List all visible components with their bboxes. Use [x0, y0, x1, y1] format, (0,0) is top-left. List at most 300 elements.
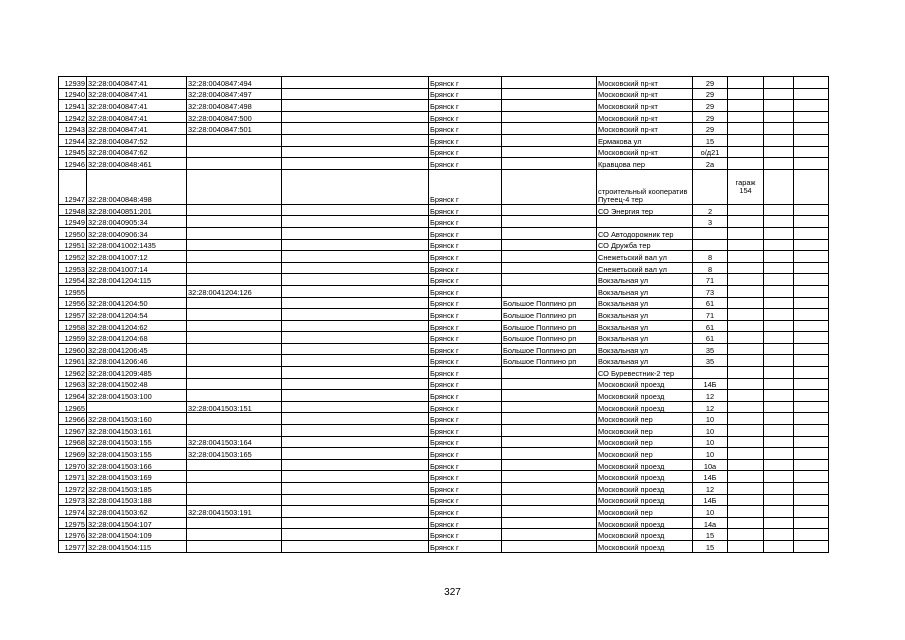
cell-city: Брянск г — [429, 146, 502, 158]
table-row — [59, 146, 829, 158]
cell-street: Московский пр-кт — [597, 146, 693, 158]
table-row — [59, 134, 829, 146]
cell-cadastral-number: 32:28:0041503:185 — [87, 483, 187, 495]
cell-empty — [282, 239, 429, 251]
cell-empty — [282, 216, 429, 228]
cell-building-note — [728, 134, 764, 146]
cell-row-number: 12954 — [59, 274, 87, 286]
cell-house: 15 — [693, 529, 728, 541]
cell-object-cadastral-number — [187, 227, 282, 239]
cell-empty — [764, 262, 794, 274]
cell-cadastral-number: 32:28:0041007:14 — [87, 262, 187, 274]
cell-empty — [794, 506, 829, 518]
cell-locality — [502, 540, 597, 552]
cell-street: Ермакова ул — [597, 134, 693, 146]
cell-city: Брянск г — [429, 88, 502, 100]
cell-object-cadastral-number — [187, 332, 282, 344]
cell-object-cadastral-number — [187, 425, 282, 437]
cell-building-note — [728, 425, 764, 437]
table-row — [59, 436, 829, 448]
cell-locality — [502, 77, 597, 89]
cell-object-cadastral-number — [187, 297, 282, 309]
cell-house: 15 — [693, 540, 728, 552]
cell-city: Брянск г — [429, 285, 502, 297]
cell-empty — [282, 297, 429, 309]
cell-empty — [794, 262, 829, 274]
cell-locality: Большое Полпино рп — [502, 309, 597, 321]
cell-street: Вокзальная ул — [597, 274, 693, 286]
cell-street: Московский пр-кт — [597, 100, 693, 112]
cell-empty — [282, 483, 429, 495]
cell-house: о/д21 — [693, 146, 728, 158]
cell-object-cadastral-number — [187, 146, 282, 158]
table-row — [59, 309, 829, 321]
cell-empty — [794, 401, 829, 413]
cell-cadastral-number: 32:28:0041206:45 — [87, 343, 187, 355]
cell-building-note — [728, 343, 764, 355]
cell-city: Брянск г — [429, 320, 502, 332]
cell-house: 14Б — [693, 471, 728, 483]
cell-empty — [282, 262, 429, 274]
cell-empty — [282, 285, 429, 297]
cell-object-cadastral-number — [187, 169, 282, 204]
cell-empty — [282, 77, 429, 89]
cell-cadastral-number: 32:28:0040905:34 — [87, 216, 187, 228]
table-row — [59, 123, 829, 135]
cell-locality: Большое Полпино рп — [502, 320, 597, 332]
cell-row-number: 12976 — [59, 529, 87, 541]
cell-locality — [502, 227, 597, 239]
cell-cadastral-number: 32:28:0041204:68 — [87, 332, 187, 344]
cell-object-cadastral-number: 32:28:0040847:494 — [187, 77, 282, 89]
cell-row-number: 12962 — [59, 367, 87, 379]
cell-house: 29 — [693, 100, 728, 112]
cell-empty — [764, 332, 794, 344]
cell-cadastral-number: 32:28:0041503:161 — [87, 425, 187, 437]
cell-building-note — [728, 111, 764, 123]
cell-locality — [502, 251, 597, 263]
cell-house: 2 — [693, 204, 728, 216]
cell-city: Брянск г — [429, 274, 502, 286]
cell-street: Московский пер — [597, 506, 693, 518]
cell-locality — [502, 425, 597, 437]
cell-street: Вокзальная ул — [597, 343, 693, 355]
cell-street: Вокзальная ул — [597, 297, 693, 309]
cell-empty — [282, 367, 429, 379]
table-row — [59, 367, 829, 379]
cell-cadastral-number: 32:28:0040847:41 — [87, 123, 187, 135]
cell-cadastral-number: 32:28:0041206:46 — [87, 355, 187, 367]
cell-row-number: 12944 — [59, 134, 87, 146]
cell-empty — [282, 100, 429, 112]
cell-empty — [794, 216, 829, 228]
cell-street: СО Автодорожник тер — [597, 227, 693, 239]
cell-city: Брянск г — [429, 239, 502, 251]
cell-row-number: 12943 — [59, 123, 87, 135]
cell-row-number: 12960 — [59, 343, 87, 355]
table-row — [59, 332, 829, 344]
table-row — [59, 390, 829, 402]
cell-street — [597, 216, 693, 228]
table-row — [59, 494, 829, 506]
cell-street: Московский проезд — [597, 483, 693, 495]
cell-street: Снежетьский вал ул — [597, 262, 693, 274]
cell-empty — [794, 367, 829, 379]
cell-building-note — [728, 401, 764, 413]
cell-building-note — [728, 332, 764, 344]
cell-empty — [764, 448, 794, 460]
cell-street: Кравцова пер — [597, 158, 693, 170]
cell-row-number: 12963 — [59, 378, 87, 390]
cell-object-cadastral-number: 32:28:0040847:500 — [187, 111, 282, 123]
cell-empty — [794, 436, 829, 448]
cell-street: Вокзальная ул — [597, 285, 693, 297]
cell-empty — [794, 134, 829, 146]
cell-row-number: 12950 — [59, 227, 87, 239]
table-row — [59, 77, 829, 89]
cell-empty — [282, 88, 429, 100]
table-row — [59, 540, 829, 552]
cell-empty — [764, 436, 794, 448]
table-row — [59, 216, 829, 228]
cell-cadastral-number: 32:28:0041204:50 — [87, 297, 187, 309]
cell-empty — [282, 343, 429, 355]
cell-locality — [502, 390, 597, 402]
cell-city: Брянск г — [429, 343, 502, 355]
cell-empty — [282, 378, 429, 390]
cell-cadastral-number: 32:28:0041209:485 — [87, 367, 187, 379]
cell-empty — [282, 274, 429, 286]
cell-house: 29 — [693, 123, 728, 135]
cell-house: 29 — [693, 111, 728, 123]
cell-building-note — [728, 297, 764, 309]
cell-city: Брянск г — [429, 390, 502, 402]
cell-house: 8 — [693, 251, 728, 263]
cell-empty — [794, 146, 829, 158]
cell-object-cadastral-number — [187, 251, 282, 263]
cell-empty — [764, 239, 794, 251]
table-row — [59, 274, 829, 286]
cell-object-cadastral-number — [187, 517, 282, 529]
cell-cadastral-number: 32:28:0040848:461 — [87, 158, 187, 170]
cell-house — [693, 367, 728, 379]
cell-row-number: 12949 — [59, 216, 87, 228]
cell-house: 10 — [693, 506, 728, 518]
cell-row-number: 12977 — [59, 540, 87, 552]
table-row — [59, 483, 829, 495]
cell-locality — [502, 378, 597, 390]
cell-house: 12 — [693, 401, 728, 413]
cell-row-number: 12958 — [59, 320, 87, 332]
cell-empty — [794, 320, 829, 332]
cell-city: Брянск г — [429, 529, 502, 541]
cell-empty — [764, 343, 794, 355]
cell-empty — [794, 378, 829, 390]
cell-street: Вокзальная ул — [597, 355, 693, 367]
cell-empty — [794, 123, 829, 135]
cell-object-cadastral-number — [187, 355, 282, 367]
cell-empty — [282, 320, 429, 332]
cell-row-number: 12967 — [59, 425, 87, 437]
cell-object-cadastral-number — [187, 483, 282, 495]
cell-city: Брянск г — [429, 494, 502, 506]
cell-empty — [282, 204, 429, 216]
cell-cadastral-number: 32:28:0040847:41 — [87, 111, 187, 123]
cell-street: Московский проезд — [597, 401, 693, 413]
cell-street: Снежетьский вал ул — [597, 251, 693, 263]
cell-empty — [794, 204, 829, 216]
cell-empty — [764, 367, 794, 379]
cell-building-note — [728, 100, 764, 112]
cell-row-number: 12955 — [59, 285, 87, 297]
cell-locality — [502, 262, 597, 274]
register-table-body — [59, 77, 829, 553]
cell-cadastral-number: 32:28:0041503:169 — [87, 471, 187, 483]
cell-city: Брянск г — [429, 471, 502, 483]
cell-empty — [764, 320, 794, 332]
cell-empty — [764, 471, 794, 483]
cell-locality — [502, 529, 597, 541]
cell-object-cadastral-number: 32:28:0041503:191 — [187, 506, 282, 518]
cell-row-number: 12971 — [59, 471, 87, 483]
cell-empty — [764, 390, 794, 402]
cell-empty — [282, 494, 429, 506]
cell-locality: Большое Полпино рп — [502, 343, 597, 355]
cell-empty — [794, 100, 829, 112]
cell-empty — [794, 529, 829, 541]
cell-empty — [794, 158, 829, 170]
cell-object-cadastral-number — [187, 367, 282, 379]
cell-object-cadastral-number — [187, 390, 282, 402]
cell-building-note — [728, 436, 764, 448]
cell-empty — [764, 88, 794, 100]
cell-empty — [764, 494, 794, 506]
cell-empty — [764, 285, 794, 297]
cell-row-number: 12942 — [59, 111, 87, 123]
cell-building-note — [728, 227, 764, 239]
cell-empty — [794, 274, 829, 286]
cell-building-note — [728, 529, 764, 541]
cell-empty — [282, 506, 429, 518]
cell-locality — [502, 204, 597, 216]
table-row — [59, 169, 829, 204]
cell-object-cadastral-number — [187, 540, 282, 552]
cell-building-note — [728, 540, 764, 552]
cell-empty — [282, 425, 429, 437]
cell-locality — [502, 494, 597, 506]
cell-empty — [794, 459, 829, 471]
cell-street: СО Дружба тер — [597, 239, 693, 251]
cell-empty — [282, 251, 429, 263]
cell-row-number: 12951 — [59, 239, 87, 251]
cell-building-note — [728, 355, 764, 367]
cell-locality — [502, 134, 597, 146]
cell-locality — [502, 216, 597, 228]
cell-house: 14Б — [693, 378, 728, 390]
cell-locality — [502, 517, 597, 529]
table-row — [59, 355, 829, 367]
cell-house: 3 — [693, 216, 728, 228]
cell-cadastral-number: 32:28:0041504:109 — [87, 529, 187, 541]
table-row — [59, 459, 829, 471]
cell-building-note — [728, 367, 764, 379]
cell-house: 14а — [693, 517, 728, 529]
cell-city: Брянск г — [429, 436, 502, 448]
cell-house: 15 — [693, 134, 728, 146]
cell-empty — [764, 274, 794, 286]
cell-house: 71 — [693, 274, 728, 286]
cell-street: Московский проезд — [597, 459, 693, 471]
cell-object-cadastral-number — [187, 378, 282, 390]
cell-city: Брянск г — [429, 413, 502, 425]
cell-building-note — [728, 251, 764, 263]
cell-locality — [502, 239, 597, 251]
cell-house: 2а — [693, 158, 728, 170]
cell-cadastral-number: 32:28:0041204:54 — [87, 309, 187, 321]
cell-street: Вокзальная ул — [597, 309, 693, 321]
cell-street: Московский пр-кт — [597, 123, 693, 135]
cell-city: Брянск г — [429, 204, 502, 216]
cell-empty — [282, 448, 429, 460]
cell-locality — [502, 100, 597, 112]
cell-empty — [764, 297, 794, 309]
cell-empty — [794, 355, 829, 367]
cell-building-note — [728, 274, 764, 286]
cell-empty — [764, 413, 794, 425]
cell-city: Брянск г — [429, 459, 502, 471]
cell-locality — [502, 448, 597, 460]
page-number: 327 — [444, 587, 461, 598]
cell-street: Московский пер — [597, 413, 693, 425]
cell-object-cadastral-number — [187, 494, 282, 506]
cell-locality — [502, 367, 597, 379]
cell-row-number: 12952 — [59, 251, 87, 263]
cell-empty — [282, 517, 429, 529]
cell-building-note — [728, 471, 764, 483]
cell-street: строительный кооператив Путеец-4 тер — [597, 169, 693, 204]
cell-empty — [794, 540, 829, 552]
cell-street: Московский пр-кт — [597, 77, 693, 89]
cell-empty — [794, 88, 829, 100]
cell-street: Московский проезд — [597, 540, 693, 552]
cell-house: 61 — [693, 320, 728, 332]
cell-building-note — [728, 88, 764, 100]
cell-row-number: 12957 — [59, 309, 87, 321]
cell-street: Московский пер — [597, 436, 693, 448]
cell-building-note — [728, 390, 764, 402]
cell-house: 35 — [693, 343, 728, 355]
cell-object-cadastral-number — [187, 204, 282, 216]
cell-object-cadastral-number — [187, 459, 282, 471]
cell-cadastral-number — [87, 285, 187, 297]
cell-house: 73 — [693, 285, 728, 297]
cell-street: Московский проезд — [597, 471, 693, 483]
cell-empty — [764, 134, 794, 146]
cell-house: 35 — [693, 355, 728, 367]
cell-locality — [502, 413, 597, 425]
cell-empty — [794, 239, 829, 251]
cell-empty — [282, 123, 429, 135]
table-row — [59, 343, 829, 355]
cell-building-note — [728, 494, 764, 506]
cell-cadastral-number: 32:28:0040851:201 — [87, 204, 187, 216]
cell-building-note — [728, 378, 764, 390]
cell-street: Московский пер — [597, 425, 693, 437]
cell-house: 71 — [693, 309, 728, 321]
cell-street: Вокзальная ул — [597, 332, 693, 344]
table-row — [59, 100, 829, 112]
cell-locality: Большое Полпино рп — [502, 355, 597, 367]
cell-building-note — [728, 216, 764, 228]
cell-empty — [764, 158, 794, 170]
cell-empty — [794, 343, 829, 355]
cell-empty — [764, 77, 794, 89]
cell-object-cadastral-number: 32:28:0040847:501 — [187, 123, 282, 135]
cell-city: Брянск г — [429, 332, 502, 344]
cell-empty — [764, 425, 794, 437]
cell-empty — [764, 111, 794, 123]
cell-street: Вокзальная ул — [597, 320, 693, 332]
cell-city: Брянск г — [429, 425, 502, 437]
cell-cadastral-number: 32:28:0041503:188 — [87, 494, 187, 506]
cell-cadastral-number: 32:28:0041007:12 — [87, 251, 187, 263]
cell-city: Брянск г — [429, 540, 502, 552]
cell-cadastral-number: 32:28:0041503:100 — [87, 390, 187, 402]
cell-building-note — [728, 320, 764, 332]
cell-empty — [282, 111, 429, 123]
cell-row-number: 12956 — [59, 297, 87, 309]
cell-cadastral-number: 32:28:0040847:41 — [87, 100, 187, 112]
cell-empty — [794, 413, 829, 425]
cell-city: Брянск г — [429, 506, 502, 518]
cell-city: Брянск г — [429, 355, 502, 367]
cell-street: Московский проезд — [597, 494, 693, 506]
cell-object-cadastral-number: 32:28:0040847:497 — [187, 88, 282, 100]
table-row — [59, 448, 829, 460]
cell-cadastral-number: 32:28:0041503:160 — [87, 413, 187, 425]
cell-row-number: 12975 — [59, 517, 87, 529]
cell-house — [693, 239, 728, 251]
cell-empty — [764, 355, 794, 367]
cell-locality — [502, 158, 597, 170]
table-row — [59, 471, 829, 483]
cell-object-cadastral-number — [187, 239, 282, 251]
cell-building-note — [728, 204, 764, 216]
cell-object-cadastral-number: 32:28:0041204:126 — [187, 285, 282, 297]
cell-locality — [502, 506, 597, 518]
cell-empty — [764, 540, 794, 552]
table-row — [59, 285, 829, 297]
table-row — [59, 401, 829, 413]
cell-empty — [794, 169, 829, 204]
cell-locality — [502, 483, 597, 495]
cell-house: 10 — [693, 413, 728, 425]
cell-cadastral-number — [87, 401, 187, 413]
table-row — [59, 88, 829, 100]
cell-city: Брянск г — [429, 123, 502, 135]
cell-street: Московский пер — [597, 448, 693, 460]
cell-empty — [764, 146, 794, 158]
table-row — [59, 413, 829, 425]
cell-city: Брянск г — [429, 262, 502, 274]
cell-locality — [502, 459, 597, 471]
cell-building-note — [728, 459, 764, 471]
cell-object-cadastral-number — [187, 471, 282, 483]
cell-empty — [794, 251, 829, 263]
cell-city: Брянск г — [429, 100, 502, 112]
cell-empty — [282, 309, 429, 321]
cell-city: Брянск г — [429, 169, 502, 204]
